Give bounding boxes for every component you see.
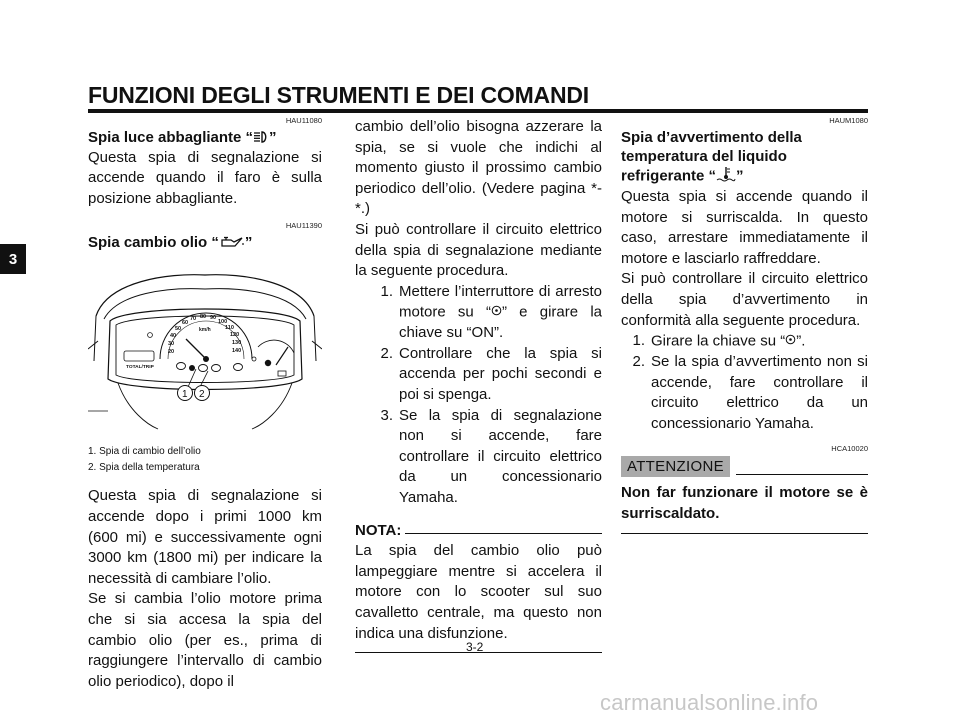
note-title: NOTA:	[355, 521, 402, 539]
step-number: 2.	[380, 344, 393, 362]
section-code: HAU11080	[285, 116, 322, 125]
speed-tick-label: 110	[225, 324, 234, 331]
page-title: FUNZIONI DEGLI STRUMENTI E DEI COMANDI	[88, 82, 589, 108]
oil-can-icon	[219, 234, 245, 253]
heading-line: temperatura del liquido	[621, 148, 787, 165]
figure-caption-2: 2. Spia della temperatura	[88, 462, 200, 474]
procedure-list	[355, 282, 602, 509]
step-number: 3.	[380, 406, 393, 424]
speed-tick-label: 70	[190, 315, 197, 322]
list-item	[355, 406, 602, 509]
procedure-list	[621, 331, 868, 434]
heading-text: ”	[244, 234, 253, 252]
heading-text: ”	[269, 129, 277, 146]
speed-tick-label: 40	[170, 332, 177, 339]
engine-run-icon	[785, 331, 796, 352]
speed-tick-label: 20	[168, 348, 175, 355]
callout-1: 1	[182, 388, 188, 400]
caution-badge: ATTENZIONE	[621, 456, 730, 477]
list-item	[355, 282, 602, 344]
step-number: 1.	[632, 332, 645, 350]
column-1	[88, 116, 322, 692]
speed-tick-label: 130	[232, 339, 242, 346]
speed-tick-label: 140	[232, 347, 242, 354]
column-3	[621, 116, 868, 534]
speed-tick-label: 80	[200, 313, 207, 320]
section-code: HCA10020	[831, 444, 868, 454]
high-beam-icon	[253, 129, 269, 148]
heading-line: refrigerante “	[621, 167, 717, 185]
section-code: HAU11390	[285, 221, 322, 231]
caution-box	[621, 444, 868, 533]
heading-line: Spia d’avvertimento della	[621, 129, 802, 146]
step-number: 1.	[380, 282, 393, 300]
heading-line: ”	[736, 167, 744, 185]
step-text-part: Mettere l’interruttore di arresto motore su “	[399, 282, 602, 321]
caution-text: Non far funzionare il motore se è surriscaldato.	[621, 483, 868, 533]
chapter-tab: 3	[0, 244, 26, 274]
speed-tick-label: 120	[230, 331, 240, 338]
coolant-text-2: Si può controllare il circuito elettrico della spia d’avvertimento in conformità alla seguente procedura.	[621, 270, 868, 329]
oil-reset-text: cambio dell’olio bisogna azzerare la spia, se si vuole che indichi al momento giusto il prossimo cambio periodico dell’olio. (Vedere pagina *-*.)	[355, 118, 602, 218]
odometer-label: TOTAL/TRIP	[126, 364, 154, 370]
speed-tick-label: 50	[175, 325, 182, 332]
instrument-panel-figure	[88, 261, 322, 436]
thermometer-icon	[716, 166, 736, 187]
high-beam-heading	[88, 128, 322, 148]
speed-tick-label: 100	[218, 318, 228, 325]
oil-change-text-2: Se si cambia l’olio motore prima che si sia accesa la spia del cambio olio (per es., prima di raggiungere l’intervallo di cambio olio periodico), dopo il	[88, 590, 322, 690]
circuit-check-text: Si può controllare il circuito elettrico della spia di segnalazione mediante la seguente procedura.	[355, 220, 602, 280]
list-item	[621, 352, 868, 434]
note-text: La spia del cambio olio può lampeggiare mentre si accelera il motore con lo scooter sul suo cavalletto centrale, ma questo non indica una disfunzione.	[355, 541, 602, 653]
speed-tick-label: 90	[210, 314, 217, 321]
high-beam-text: Questa spia di segnalazione si accende quando il faro è sulla posizione abbagliante.	[88, 148, 322, 207]
section-code: HAUM1080	[829, 116, 868, 125]
step-text-part: ”.	[796, 332, 806, 350]
speed-unit: km/h	[199, 326, 211, 333]
oil-change-heading	[88, 233, 322, 253]
list-item	[621, 331, 868, 352]
callout-2: 2	[199, 388, 205, 400]
step-text	[651, 331, 868, 352]
note-box	[355, 521, 602, 654]
list-item	[355, 344, 602, 406]
step-text: Se la spia di segnalazione non si accende, fare controllare il circuito elettrico da un concessionario Yamaha.	[399, 406, 602, 506]
oil-change-text-1: Questa spia di segnalazione si accende dopo i primi 1000 km (600 mi) e successivamente ogni 3000 km (1800 mi) per indicare la necessità di cambiare l’olio.	[88, 487, 322, 587]
step-text: Se la spia d’avvertimento non si accende, fare controllare il circuito elettrico da un concessionario Yamaha.	[651, 353, 868, 432]
step-text-part: ” e girare la chiave su “ON”.	[399, 303, 602, 342]
coolant-text-1: Questa spia si accende quando il motore si surriscalda. In questo caso, arrestare immediatamente il motore e lasciarlo raffreddare.	[621, 188, 868, 267]
heading-text: Spia cambio olio “	[88, 234, 219, 252]
step-text: Controllare che la spia si accenda per pochi secondi e poi si spenga.	[399, 344, 602, 403]
coolant-heading	[621, 128, 868, 187]
figure-caption-1: 1. Spia di cambio dell’olio	[88, 446, 201, 458]
column-2	[355, 117, 602, 653]
heading-text: Spia luce abbagliante “	[88, 129, 254, 146]
step-text	[399, 282, 602, 344]
step-number: 2.	[632, 353, 645, 371]
engine-run-icon	[491, 302, 502, 323]
page-number: 3-2	[466, 640, 484, 654]
speed-tick-label: 30	[168, 340, 175, 347]
speed-tick-label: 60	[182, 319, 189, 326]
step-text-part: Girare la chiave su “	[651, 332, 786, 350]
header-rule	[88, 109, 868, 113]
watermark: carmanualsonline.info	[600, 690, 819, 715]
